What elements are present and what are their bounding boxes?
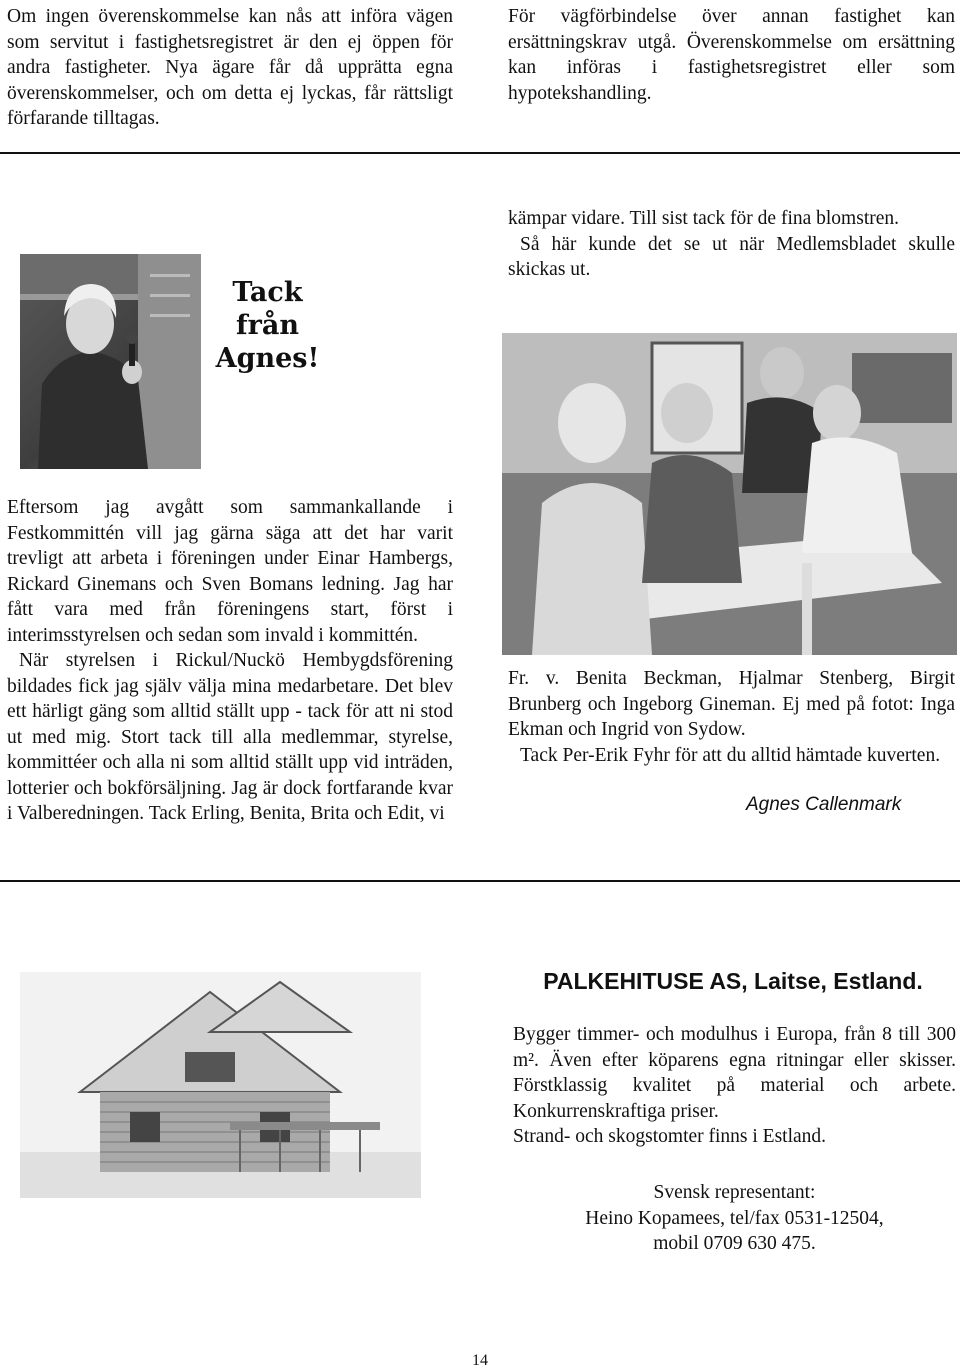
paragraph: Fr. v. Benita Beckman, Hjalmar Stenberg, Birgit Brunberg och Ingeborg Gineman. Ej med på fotot: Inga Ekman och Ingrid von Sydow. xyxy=(508,668,955,740)
paragraph: När styrelsen i Rickul/Nuckö Hembygdsförening bildades fick jag själv välja mina medarbetare. Det blev ett härligt gäng som alltid ställt upp - tack för att ni stod ut med mig. Stort tack till alla medlemmar, styrelse, kommittéer och alla ni som alltid ställt upp vid inträden, lotterier och bokförsäljning. Jag är dock fortfarande kvar i Valberedningen. Tack Erling, Benita, Brita och Edit, vi xyxy=(7,650,453,824)
mailing-photo-image xyxy=(502,333,957,655)
portrait-photo xyxy=(20,254,201,469)
article-title xyxy=(210,276,325,375)
top-left-text: Om ingen överenskommelse kan nås att införa vägen som servitut i fastighetsregistret är den ej öppen för andra fastigheter. Nya ägare får då upprätta egna överenskommelser, och om detta ej lyckas, får rättsligt förfarande tilltagas. xyxy=(7,6,453,129)
mailing-photo xyxy=(502,333,957,655)
ad-representative xyxy=(513,1180,956,1257)
title-line: Tack xyxy=(232,277,303,308)
page-number: 14 xyxy=(472,1352,488,1369)
house-photo-image xyxy=(20,972,421,1198)
photo-caption xyxy=(508,666,955,768)
section-divider-top xyxy=(0,152,960,154)
ad-heading: PALKEHITUSE AS, Laitse, Estland. xyxy=(543,968,923,994)
signature: Agnes Callenmark xyxy=(746,794,902,815)
article-body xyxy=(7,495,453,827)
paragraph: Så här kunde det se ut när Medlemsbladet skulle skickas ut. xyxy=(508,233,955,280)
paragraph: Tack Per-Erik Fyhr för att du alltid hämtade kuverten. xyxy=(520,744,941,766)
top-right-text: För vägförbindelse över annan fastighet kan ersättningskrav utgå. Överenskommelse om ersättning kan införas i fastighetsregistret eller som hypotekshandling. xyxy=(508,6,955,104)
paragraph: Bygger timmer- och modulhus i Europa, från 8 till 300 m². Även efter köparens egna ritningar eller skisser. Förstklassig kvalitet på material och arbete. Konkurrenskraftiga priser. xyxy=(513,1024,956,1122)
title-line: från xyxy=(236,310,299,341)
paragraph: kämpar vidare. Till sist tack för de fina blomstren. xyxy=(508,208,900,229)
title-line: Agnes! xyxy=(215,343,320,374)
rep-mobile: mobil 0709 630 475. xyxy=(653,1233,816,1254)
section-divider-bottom xyxy=(0,880,960,882)
rep-label: Svensk representant: xyxy=(653,1182,816,1203)
house-photo xyxy=(20,972,421,1198)
paragraph: Strand- och skogstomter finns i Estland. xyxy=(513,1126,827,1147)
portrait-photo-image xyxy=(20,254,201,469)
article-right-text xyxy=(508,206,955,283)
ad-body xyxy=(513,1022,956,1150)
rep-contact: Heino Kopamees, tel/fax 0531-12504, xyxy=(585,1207,884,1229)
paragraph: Eftersom jag avgått som sammankallande i Festkommittén vill jag gärna säga att det har varit trevligt att arbeta i föreningen under Einar Hambergs, Rickard Ginemans och Sven Bomans ledning. Jag har fått vara med från föreningens start, först i interimsstyrelsen och sedan som invald i kommittén. xyxy=(7,497,453,646)
